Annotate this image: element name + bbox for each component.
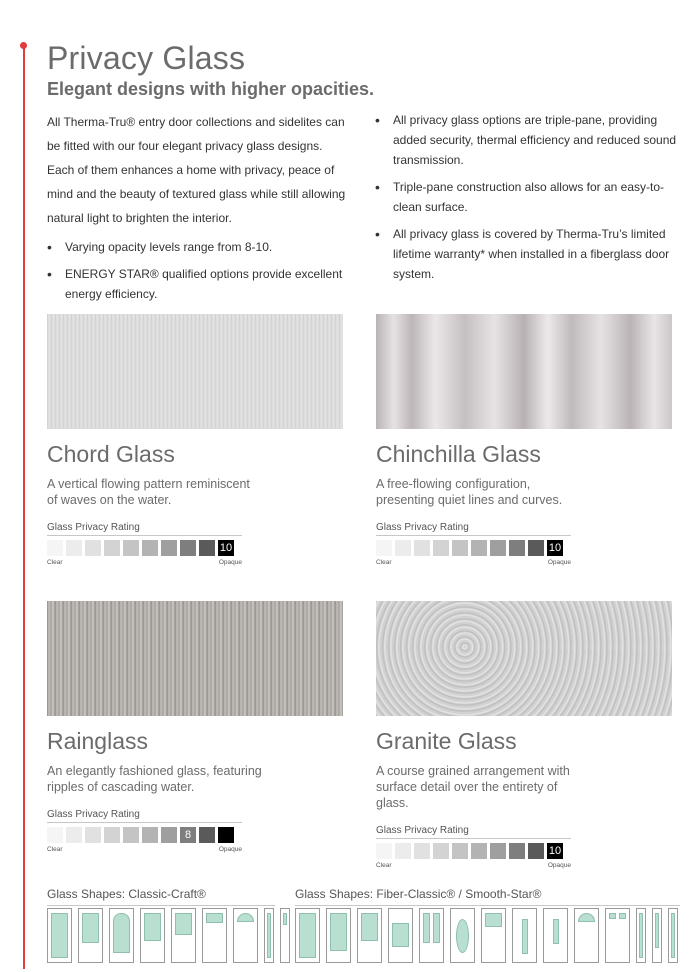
rating-clear-label: Clear xyxy=(47,559,63,566)
glass-name: Chinchilla Glass xyxy=(376,441,541,467)
feature-item: • ENERGY STAR® qualified options provide excellent energy efficiency. xyxy=(47,264,347,304)
privacy-rating-scale xyxy=(376,843,676,859)
feature-item: • Triple-pane construction also allows for an easy-to-clean surface. xyxy=(375,177,680,217)
rating-square xyxy=(104,827,120,843)
feature-item: • All privacy glass is covered by Therma-Tru’s limited lifetime warranty* when installed in a fiberglass door system. xyxy=(375,224,680,284)
door-shape-full-lite xyxy=(326,908,351,963)
door-shape-full-lite xyxy=(78,908,103,963)
chinchilla-glass-swatch xyxy=(376,314,672,429)
sidelite-shape xyxy=(652,908,662,963)
rating-clear-label: Clear xyxy=(376,559,392,566)
glass-card-chord xyxy=(47,314,347,566)
door-shape-arch-top xyxy=(233,908,258,963)
glass-description: An elegantly fashioned glass, featuring ripples of cascading water. xyxy=(47,764,262,794)
rating-square xyxy=(376,843,392,859)
door-shape-full-lite xyxy=(47,908,72,963)
glass-card-chinchilla xyxy=(376,314,676,566)
rating-square xyxy=(142,540,158,556)
rating-square xyxy=(452,540,468,556)
rating-square-active: 8 xyxy=(180,827,196,843)
granite-glass-swatch xyxy=(376,601,672,716)
feature-item: • All privacy glass options are triple-pane, providing added security, thermal efficiency and reduced sound transmission. xyxy=(375,110,680,170)
glass-name: Granite Glass xyxy=(376,728,517,754)
page-title: Privacy Glass xyxy=(47,40,246,76)
rating-square xyxy=(414,843,430,859)
glass-card-rainglass xyxy=(47,601,347,853)
door-shape-narrow-lite xyxy=(512,908,537,963)
rating-square xyxy=(509,540,525,556)
rating-square xyxy=(104,540,120,556)
rating-opaque-label: Opaque xyxy=(218,846,242,853)
rating-square xyxy=(161,827,177,843)
fiber-classic-shapes-label: Glass Shapes: Fiber-Classic® / Smooth-Star® xyxy=(295,887,680,906)
rating-square xyxy=(142,827,158,843)
rating-square xyxy=(180,540,196,556)
door-shape-transom-lite xyxy=(481,908,506,963)
door-shape-low-lite xyxy=(388,908,413,963)
rating-square xyxy=(66,827,82,843)
glass-description: A free-flowing configuration, presenting quiet lines and curves. xyxy=(376,477,563,507)
door-shape-transom-lite xyxy=(202,908,227,963)
glass-card-granite xyxy=(376,601,676,869)
rating-square xyxy=(490,843,506,859)
glass-description: A course grained arrangement with surface detail over the entirety of glass. xyxy=(376,764,570,810)
feature-item: • Varying opacity levels range from 8-10. xyxy=(47,237,347,257)
rating-square xyxy=(199,827,215,843)
rating-square xyxy=(395,843,411,859)
privacy-rating-label: Glass Privacy Rating xyxy=(47,522,242,536)
door-shape-arch-top xyxy=(574,908,599,963)
rating-square xyxy=(85,540,101,556)
rating-square xyxy=(161,540,177,556)
rating-square-active: 10 xyxy=(219,542,233,554)
sidelite-shape xyxy=(668,908,678,963)
chord-glass-swatch xyxy=(47,314,343,429)
door-shape-half-lite xyxy=(140,908,165,963)
rating-square xyxy=(414,540,430,556)
glass-name: Chord Glass xyxy=(47,441,175,467)
rating-square xyxy=(85,827,101,843)
door-shape-arch-lite xyxy=(109,908,134,963)
rating-square xyxy=(66,540,82,556)
rating-clear-label: Clear xyxy=(47,846,63,853)
door-shape-half-lite xyxy=(357,908,382,963)
rating-square xyxy=(376,540,392,556)
rating-square xyxy=(528,843,544,859)
door-shape-half-lite xyxy=(171,908,196,963)
privacy-rating-scale xyxy=(376,540,676,556)
rating-square xyxy=(433,540,449,556)
door-shape-full-lite xyxy=(295,908,320,963)
door-shape-oval-lite xyxy=(450,908,475,963)
rating-scale-ends xyxy=(376,559,571,566)
rating-square xyxy=(490,540,506,556)
rating-square-active: 10 xyxy=(548,845,562,857)
rating-square xyxy=(471,843,487,859)
sidelite-shape xyxy=(264,908,274,963)
fiber-classic-shapes-row xyxy=(295,908,678,963)
door-shape-twin-lite xyxy=(419,908,444,963)
sidelite-shape xyxy=(280,908,290,963)
rainglass-swatch xyxy=(47,601,343,716)
rating-opaque-label: Opaque xyxy=(218,559,242,566)
rating-square-active: 10 xyxy=(548,542,562,554)
rating-square xyxy=(395,540,411,556)
rating-opaque-label: Opaque xyxy=(547,559,571,566)
feature-list-right xyxy=(375,110,680,291)
glass-description: A vertical flowing pattern reminiscent of waves on the water. xyxy=(47,477,250,507)
rating-square xyxy=(433,843,449,859)
classic-craft-shapes-label: Glass Shapes: Classic-Craft® xyxy=(47,887,275,906)
rating-square xyxy=(123,827,139,843)
rating-square xyxy=(528,540,544,556)
intro-paragraph: All Therma-Tru® entry door collections and sidelites can be fitted with our four elegant privacy glass designs. Each of them enhances a home with privacy, peace of mind and the beauty of textured glass while still allowing natural light to brighten the interior. xyxy=(47,115,346,225)
privacy-rating-scale xyxy=(47,827,347,843)
accent-rule xyxy=(23,44,25,969)
privacy-rating-label: Glass Privacy Rating xyxy=(376,522,571,536)
privacy-rating-label: Glass Privacy Rating xyxy=(47,809,242,823)
rating-scale-ends xyxy=(47,559,242,566)
rating-square xyxy=(509,843,525,859)
door-shape-narrow-lite xyxy=(543,908,568,963)
feature-list-left xyxy=(47,237,347,311)
rating-square xyxy=(452,843,468,859)
rating-scale-ends xyxy=(47,846,242,853)
privacy-rating-label: Glass Privacy Rating xyxy=(376,825,571,839)
rating-square xyxy=(47,827,63,843)
page-subtitle: Elegant designs with higher opacities. xyxy=(47,79,375,99)
rating-opaque-label: Opaque xyxy=(547,862,571,869)
rating-clear-label: Clear xyxy=(376,862,392,869)
privacy-rating-scale xyxy=(47,540,347,556)
sidelite-shape xyxy=(636,908,646,963)
rating-square xyxy=(199,540,215,556)
rating-square xyxy=(471,540,487,556)
rating-square xyxy=(123,540,139,556)
rating-square xyxy=(218,827,234,843)
glass-name: Rainglass xyxy=(47,728,148,754)
door-shape-dual-top xyxy=(605,908,630,963)
rating-square xyxy=(47,540,63,556)
classic-craft-shapes-row xyxy=(47,908,290,963)
rating-scale-ends xyxy=(376,862,571,869)
